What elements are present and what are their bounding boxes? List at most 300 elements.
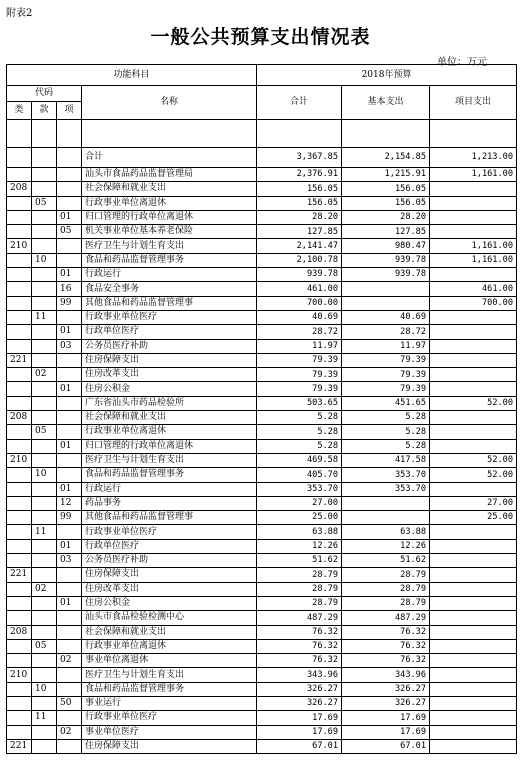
code-xiang-cell: 05 — [57, 225, 82, 239]
code-kuan-cell — [32, 339, 57, 353]
project-cell: 1,213.00 — [430, 148, 517, 168]
basic-cell: 5.28 — [342, 439, 430, 453]
code-xiang-cell: 01 — [57, 325, 82, 339]
table-row — [7, 353, 517, 367]
total-cell: 12.26 — [257, 539, 342, 553]
item-name-cell: 事业运行 — [82, 696, 257, 710]
basic-cell: 79.39 — [342, 368, 430, 382]
code-kuan-cell — [32, 625, 57, 639]
code-lei-cell — [7, 554, 32, 568]
table-row — [7, 654, 517, 668]
item-name-cell: 行政运行 — [82, 482, 257, 496]
table-row — [7, 696, 517, 710]
code-lei-cell: 210 — [7, 668, 32, 682]
code-lei-cell — [7, 325, 32, 339]
basic-cell: 353.70 — [342, 482, 430, 496]
total-cell: 51.62 — [257, 554, 342, 568]
code-lei-cell — [7, 282, 32, 296]
table-row — [7, 225, 517, 239]
project-cell: 700.00 — [430, 296, 517, 310]
total-cell: 17.69 — [257, 711, 342, 725]
project-cell — [430, 339, 517, 353]
code-kuan-cell — [32, 568, 57, 582]
code-lei-cell — [7, 168, 32, 182]
code-xiang-cell: 01 — [57, 596, 82, 610]
project-cell — [430, 439, 517, 453]
table-row — [7, 711, 517, 725]
code-kuan-cell: 10 — [32, 682, 57, 696]
item-name-cell: 社会保障和就业支出 — [82, 182, 257, 196]
item-name-cell: 社会保障和就业支出 — [82, 625, 257, 639]
item-name-cell: 食品和药品监督管理事务 — [82, 468, 257, 482]
header-kuan: 款 — [32, 102, 57, 120]
project-cell — [430, 639, 517, 653]
project-cell: 52.00 — [430, 468, 517, 482]
code-kuan-cell — [32, 439, 57, 453]
code-xiang-cell — [57, 148, 82, 168]
code-lei-cell: 208 — [7, 182, 32, 196]
total-cell: 5.28 — [257, 425, 342, 439]
code-xiang-cell: 01 — [57, 268, 82, 282]
total-cell: 63.88 — [257, 525, 342, 539]
total-cell: 5.28 — [257, 439, 342, 453]
item-name-cell: 住房改革支出 — [82, 582, 257, 596]
basic-cell: 2,154.85 — [342, 148, 430, 168]
item-name-cell: 行政事业单位医疗 — [82, 310, 257, 324]
code-lei-cell — [7, 268, 32, 282]
code-kuan-cell — [32, 453, 57, 467]
table-row — [7, 253, 517, 267]
code-kuan-cell — [32, 239, 57, 253]
table-row — [7, 268, 517, 282]
project-cell: 1,161.00 — [430, 253, 517, 267]
project-cell: 27.00 — [430, 496, 517, 510]
code-kuan-cell — [32, 668, 57, 682]
basic-cell: 76.32 — [342, 625, 430, 639]
code-xiang-cell — [57, 525, 82, 539]
project-cell: 1,161.00 — [430, 168, 517, 182]
code-lei-cell: 221 — [7, 568, 32, 582]
item-name-cell: 其他食品和药品监督管理事 — [82, 296, 257, 310]
code-lei-cell — [7, 582, 32, 596]
code-xiang-cell — [57, 196, 82, 210]
code-lei-cell — [7, 396, 32, 410]
project-cell: 25.00 — [430, 511, 517, 525]
code-xiang-cell: 03 — [57, 554, 82, 568]
blank-row — [7, 120, 517, 148]
code-xiang-cell — [57, 425, 82, 439]
basic-cell: 326.27 — [342, 682, 430, 696]
code-xiang-cell — [57, 239, 82, 253]
total-cell: 503.65 — [257, 396, 342, 410]
code-xiang-cell — [57, 411, 82, 425]
project-cell: 1,161.00 — [430, 239, 517, 253]
code-xiang-cell — [57, 668, 82, 682]
code-kuan-cell — [32, 148, 57, 168]
table-row — [7, 554, 517, 568]
project-cell — [430, 482, 517, 496]
total-cell: 17.69 — [257, 725, 342, 739]
code-lei-cell — [7, 482, 32, 496]
total-cell: 939.78 — [257, 268, 342, 282]
code-lei-cell — [7, 525, 32, 539]
table-row — [7, 210, 517, 224]
total-cell: 25.00 — [257, 511, 342, 525]
header-xiang: 项 — [57, 102, 82, 120]
code-xiang-cell — [57, 310, 82, 324]
code-kuan-cell — [32, 282, 57, 296]
code-lei-cell — [7, 468, 32, 482]
table-row — [7, 239, 517, 253]
code-kuan-cell — [32, 182, 57, 196]
table-row — [7, 196, 517, 210]
code-xiang-cell: 01 — [57, 439, 82, 453]
code-lei-cell: 210 — [7, 239, 32, 253]
item-name-cell: 医疗卫生与计划生育支出 — [82, 668, 257, 682]
item-name-cell: 行政运行 — [82, 268, 257, 282]
code-xiang-cell — [57, 353, 82, 367]
code-kuan-cell — [32, 696, 57, 710]
header-year: 2018年预算 — [257, 65, 517, 86]
project-cell — [430, 625, 517, 639]
item-name-cell: 事业单位离退休 — [82, 654, 257, 668]
table-row — [7, 611, 517, 625]
basic-cell — [342, 296, 430, 310]
item-name-cell: 广东省汕头市药品检验所 — [82, 396, 257, 410]
code-xiang-cell — [57, 625, 82, 639]
code-kuan-cell: 11 — [32, 711, 57, 725]
total-cell: 343.96 — [257, 668, 342, 682]
code-xiang-cell: 03 — [57, 339, 82, 353]
item-name-cell: 药品事务 — [82, 496, 257, 510]
table-row — [7, 596, 517, 610]
item-name-cell: 汕头市食品药品监督管理局 — [82, 168, 257, 182]
item-name-cell: 归口管理的行政单位离退休 — [82, 210, 257, 224]
code-xiang-cell: 16 — [57, 282, 82, 296]
code-lei-cell: 208 — [7, 625, 32, 639]
code-lei-cell: 210 — [7, 453, 32, 467]
code-lei-cell — [7, 539, 32, 553]
project-cell — [430, 425, 517, 439]
code-lei-cell — [7, 439, 32, 453]
code-xiang-cell: 99 — [57, 511, 82, 525]
basic-cell — [342, 282, 430, 296]
basic-cell: 939.78 — [342, 268, 430, 282]
code-xiang-cell: 99 — [57, 296, 82, 310]
code-lei-cell: 208 — [7, 411, 32, 425]
code-kuan-cell — [32, 396, 57, 410]
total-cell: 27.00 — [257, 496, 342, 510]
total-cell: 11.97 — [257, 339, 342, 353]
code-kuan-cell — [32, 411, 57, 425]
basic-cell: 5.28 — [342, 425, 430, 439]
total-cell: 79.39 — [257, 382, 342, 396]
table-row — [7, 411, 517, 425]
code-xiang-cell — [57, 453, 82, 467]
code-kuan-cell — [32, 496, 57, 510]
item-name-cell: 住房公积金 — [82, 382, 257, 396]
budget-table — [6, 64, 517, 754]
project-cell: 52.00 — [430, 453, 517, 467]
total-cell: 405.70 — [257, 468, 342, 482]
code-lei-cell — [7, 682, 32, 696]
basic-cell: 51.62 — [342, 554, 430, 568]
header-lei: 类 — [7, 102, 32, 120]
code-kuan-cell — [32, 210, 57, 224]
code-kuan-cell — [32, 353, 57, 367]
table-row — [7, 368, 517, 382]
project-cell — [430, 310, 517, 324]
table-row — [7, 582, 517, 596]
total-cell: 28.79 — [257, 596, 342, 610]
basic-cell: 939.78 — [342, 253, 430, 267]
header-name: 名称 — [82, 86, 257, 120]
project-cell — [430, 596, 517, 610]
project-cell — [430, 196, 517, 210]
code-kuan-cell: 05 — [32, 196, 57, 210]
code-lei-cell — [7, 696, 32, 710]
item-name-cell: 合计 — [82, 148, 257, 168]
table-row — [7, 182, 517, 196]
total-cell: 461.00 — [257, 282, 342, 296]
item-name-cell: 医疗卫生与计划生育支出 — [82, 239, 257, 253]
code-lei-cell — [7, 210, 32, 224]
basic-cell: 76.32 — [342, 654, 430, 668]
project-cell — [430, 611, 517, 625]
code-lei-cell — [7, 654, 32, 668]
item-name-cell: 机关事业单位基本养老保险 — [82, 225, 257, 239]
total-cell: 67.01 — [257, 739, 342, 753]
total-cell: 156.05 — [257, 196, 342, 210]
total-cell: 5.28 — [257, 411, 342, 425]
basic-cell: 417.58 — [342, 453, 430, 467]
code-xiang-cell — [57, 739, 82, 753]
basic-cell — [342, 511, 430, 525]
code-kuan-cell — [32, 654, 57, 668]
total-cell: 28.20 — [257, 210, 342, 224]
code-xiang-cell — [57, 396, 82, 410]
item-name-cell: 公务员医疗补助 — [82, 339, 257, 353]
item-name-cell: 行政事业单位离退休 — [82, 196, 257, 210]
code-xiang-cell: 02 — [57, 725, 82, 739]
code-kuan-cell — [32, 725, 57, 739]
total-cell: 2,100.78 — [257, 253, 342, 267]
basic-cell: 326.27 — [342, 696, 430, 710]
code-kuan-cell — [32, 596, 57, 610]
code-kuan-cell — [32, 611, 57, 625]
table-row — [7, 439, 517, 453]
basic-cell: 67.01 — [342, 739, 430, 753]
total-cell: 326.27 — [257, 682, 342, 696]
table-row — [7, 468, 517, 482]
table-row — [7, 296, 517, 310]
item-name-cell: 行政事业单位医疗 — [82, 711, 257, 725]
total-cell: 40.69 — [257, 310, 342, 324]
total-cell: 700.00 — [257, 296, 342, 310]
project-cell: 52.00 — [430, 396, 517, 410]
item-name-cell: 汕头市食品检验检测中心 — [82, 611, 257, 625]
code-lei-cell — [7, 253, 32, 267]
total-cell: 76.32 — [257, 625, 342, 639]
code-kuan-cell — [32, 539, 57, 553]
project-cell — [430, 696, 517, 710]
table-row — [7, 310, 517, 324]
basic-cell: 127.85 — [342, 225, 430, 239]
code-lei-cell — [7, 225, 32, 239]
table-row — [7, 682, 517, 696]
code-lei-cell — [7, 511, 32, 525]
project-cell — [430, 711, 517, 725]
item-name-cell: 行政单位医疗 — [82, 325, 257, 339]
table-row — [7, 148, 517, 168]
item-name-cell: 住房保障支出 — [82, 568, 257, 582]
table-row — [7, 539, 517, 553]
code-kuan-cell: 11 — [32, 310, 57, 324]
code-lei-cell — [7, 725, 32, 739]
basic-cell: 28.79 — [342, 568, 430, 582]
table-row — [7, 396, 517, 410]
table-row — [7, 496, 517, 510]
code-xiang-cell: 01 — [57, 539, 82, 553]
basic-cell: 76.32 — [342, 639, 430, 653]
basic-cell: 156.05 — [342, 182, 430, 196]
project-cell — [430, 539, 517, 553]
code-kuan-cell: 10 — [32, 468, 57, 482]
table-row — [7, 668, 517, 682]
basic-cell: 63.88 — [342, 525, 430, 539]
total-cell: 28.79 — [257, 568, 342, 582]
basic-cell: 156.05 — [342, 196, 430, 210]
basic-cell: 980.47 — [342, 239, 430, 253]
basic-cell: 343.96 — [342, 668, 430, 682]
project-cell — [430, 525, 517, 539]
basic-cell: 5.28 — [342, 411, 430, 425]
code-kuan-cell — [32, 325, 57, 339]
basic-cell: 28.79 — [342, 596, 430, 610]
table-row — [7, 282, 517, 296]
code-lei-cell — [7, 611, 32, 625]
code-xiang-cell — [57, 711, 82, 725]
basic-cell: 79.39 — [342, 353, 430, 367]
basic-cell: 487.29 — [342, 611, 430, 625]
code-kuan-cell: 05 — [32, 639, 57, 653]
project-cell — [430, 368, 517, 382]
code-xiang-cell — [57, 611, 82, 625]
item-name-cell: 公务员医疗补助 — [82, 554, 257, 568]
code-lei-cell — [7, 425, 32, 439]
code-kuan-cell — [32, 482, 57, 496]
code-lei-cell — [7, 296, 32, 310]
code-lei-cell — [7, 496, 32, 510]
header-total: 合计 — [257, 86, 342, 120]
project-cell — [430, 725, 517, 739]
table-row — [7, 425, 517, 439]
total-cell: 79.39 — [257, 368, 342, 382]
total-cell: 79.39 — [257, 353, 342, 367]
code-xiang-cell — [57, 182, 82, 196]
code-xiang-cell — [57, 368, 82, 382]
table-row — [7, 739, 517, 753]
total-cell: 487.29 — [257, 611, 342, 625]
project-cell — [430, 325, 517, 339]
total-cell: 156.05 — [257, 182, 342, 196]
table-row — [7, 382, 517, 396]
unit-label: 单位：万元 — [437, 57, 487, 68]
code-kuan-cell: 02 — [32, 368, 57, 382]
item-name-cell: 其他食品和药品监督管理事 — [82, 511, 257, 525]
code-xiang-cell: 01 — [57, 210, 82, 224]
code-xiang-cell: 50 — [57, 696, 82, 710]
code-kuan-cell: 10 — [32, 253, 57, 267]
item-name-cell: 食品安全事务 — [82, 282, 257, 296]
code-xiang-cell: 01 — [57, 382, 82, 396]
table-row — [7, 482, 517, 496]
code-xiang-cell: 12 — [57, 496, 82, 510]
code-kuan-cell — [32, 382, 57, 396]
table-row — [7, 168, 517, 182]
code-lei-cell — [7, 711, 32, 725]
code-lei-cell — [7, 148, 32, 168]
code-xiang-cell — [57, 468, 82, 482]
project-cell — [430, 739, 517, 753]
project-cell — [430, 654, 517, 668]
total-cell: 76.32 — [257, 654, 342, 668]
item-name-cell: 住房保障支出 — [82, 739, 257, 753]
code-kuan-cell — [32, 225, 57, 239]
code-xiang-cell — [57, 168, 82, 182]
appendix-label: 附表2 — [6, 8, 33, 19]
project-cell — [430, 582, 517, 596]
code-lei-cell — [7, 596, 32, 610]
table-row — [7, 725, 517, 739]
basic-cell: 28.79 — [342, 582, 430, 596]
code-xiang-cell — [57, 253, 82, 267]
project-cell — [430, 411, 517, 425]
item-name-cell: 住房公积金 — [82, 596, 257, 610]
total-cell: 2,376.91 — [257, 168, 342, 182]
basic-cell: 11.97 — [342, 339, 430, 353]
project-cell — [430, 182, 517, 196]
table-row — [7, 511, 517, 525]
item-name-cell: 行政事业单位离退休 — [82, 639, 257, 653]
basic-cell: 353.70 — [342, 468, 430, 482]
basic-cell: 12.26 — [342, 539, 430, 553]
project-cell — [430, 668, 517, 682]
code-xiang-cell: 02 — [57, 654, 82, 668]
table-row — [7, 339, 517, 353]
item-name-cell: 食品和药品监督管理事务 — [82, 253, 257, 267]
code-lei-cell: 221 — [7, 739, 32, 753]
code-lei-cell — [7, 382, 32, 396]
project-cell — [430, 568, 517, 582]
header-code: 代码 — [7, 86, 82, 102]
code-kuan-cell: 05 — [32, 425, 57, 439]
code-xiang-cell — [57, 639, 82, 653]
total-cell: 28.79 — [257, 582, 342, 596]
basic-cell: 17.69 — [342, 725, 430, 739]
table-row — [7, 625, 517, 639]
project-cell — [430, 268, 517, 282]
header-function: 功能科目 — [7, 65, 257, 86]
header-project: 项目支出 — [430, 86, 517, 120]
total-cell: 127.85 — [257, 225, 342, 239]
project-cell — [430, 554, 517, 568]
code-lei-cell — [7, 196, 32, 210]
table-row — [7, 639, 517, 653]
table-row — [7, 453, 517, 467]
basic-cell: 17.69 — [342, 711, 430, 725]
project-cell — [430, 682, 517, 696]
